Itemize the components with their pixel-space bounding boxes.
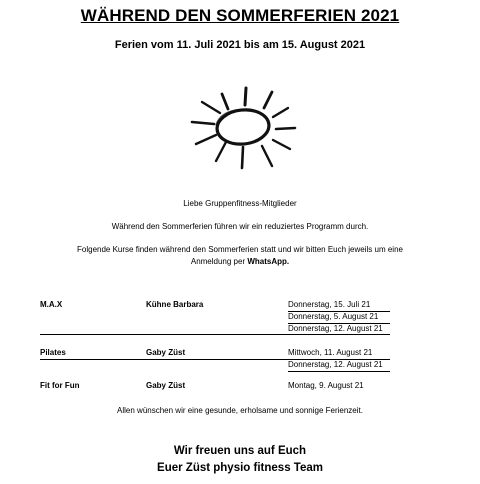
info-text-line2 bbox=[0, 256, 480, 268]
course-date: Montag, 9. August 21 bbox=[288, 381, 364, 390]
course-date: Donnerstag, 12. August 21 bbox=[288, 360, 383, 369]
wishes-text: Allen wünschen wir eine gesunde, erholsame und sonnige Ferienzeit. bbox=[117, 406, 363, 415]
closing-line1: Wir freuen uns auf Euch bbox=[173, 445, 307, 457]
divider bbox=[288, 334, 390, 335]
course-name: Fit for Fun bbox=[40, 381, 80, 390]
holiday-period: Ferien vom 11. Juli 2021 bis am 15. August 2021 bbox=[114, 39, 366, 51]
course-date: Donnerstag, 5. August 21 bbox=[288, 312, 379, 321]
course-instructor: Kühne Barbara bbox=[146, 300, 204, 309]
info-text-line1: Folgende Kurse finden während den Sommerferien statt und wir bitten Euch jeweils um eine bbox=[77, 245, 403, 254]
divider bbox=[40, 334, 288, 335]
intro-text: Während den Sommerferien führen wir ein reduziertes Programm durch. bbox=[111, 222, 369, 231]
sun-icon bbox=[160, 78, 320, 178]
course-instructor: Gaby Züst bbox=[146, 381, 186, 390]
divider bbox=[288, 371, 390, 372]
divider bbox=[40, 359, 288, 360]
course-name: M.A.X bbox=[40, 300, 63, 309]
course-date: Donnerstag, 12. August 21 bbox=[288, 324, 383, 333]
closing-line2: Euer Züst physio fitness Team bbox=[157, 462, 323, 474]
course-date: Mittwoch, 11. August 21 bbox=[288, 348, 373, 357]
whatsapp-label: WhatsApp. bbox=[247, 257, 290, 266]
course-date: Donnerstag, 15. Juli 21 bbox=[288, 300, 371, 309]
page-title: WÄHREND DEN SOMMERFERIEN 2021 bbox=[80, 6, 400, 25]
course-name: Pilates bbox=[40, 348, 66, 357]
course-instructor: Gaby Züst bbox=[146, 348, 186, 357]
info-text-prefix: Anmeldung per bbox=[190, 257, 248, 266]
greeting: Liebe Gruppenfitness-Mitglieder bbox=[183, 199, 297, 208]
